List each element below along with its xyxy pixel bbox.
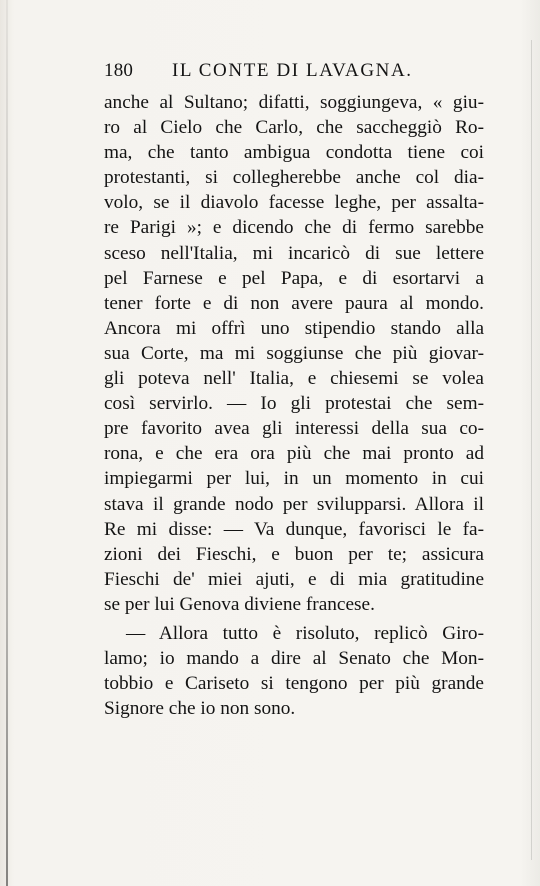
text-line: ma, che tanto ambigua condotta tiene coi [104, 142, 484, 164]
text-line: volo, se il diavolo facesse leghe, per assalta- [104, 192, 484, 214]
text-line: impiegarmi per lui, in un momento in cui [104, 468, 484, 490]
running-title: IL CONTE DI LAVAGNA. [172, 60, 413, 81]
text-line: protestanti, si collegherebbe anche col dia- [104, 167, 484, 189]
text-line: zioni dei Fieschi, e buon per te; assicura [104, 543, 484, 565]
text-line: Fieschi de' miei ajuti, e di mia gratitudine [104, 568, 484, 590]
text-line: tobbio e Cariseto si tengono per più grande [104, 673, 484, 695]
page-right-edge [531, 40, 532, 860]
text-line: sceso nell'Italia, mi incaricò di sue lettere [104, 242, 484, 264]
text-line: rona, e che era ora più che mai pronto ad [104, 443, 484, 465]
text-line: così servirlo. — Io gli protestai che sem- [104, 393, 484, 415]
text-line: Signore che io non sono. [104, 698, 296, 720]
text-line: tener forte e di non avere paura al mondo. [104, 292, 484, 314]
text-line: stava il grande nodo per svilupparsi. Allora il [104, 493, 484, 515]
text-line: lamo; io mando a dire al Senato che Mon- [104, 648, 484, 670]
page-number: 180 [104, 60, 134, 81]
text-line: re Parigi »; e dicendo che di fermo sarebbe [104, 217, 484, 239]
text-line: pre favorito avea gli interessi della sua co- [104, 418, 484, 440]
text-line: gli poteva nell' Italia, e chiesemi se volea [104, 368, 484, 390]
paragraph-2 [104, 621, 484, 721]
body-text [104, 90, 484, 721]
text-line: pel Farnese e pel Papa, e di esortarvi a [104, 267, 484, 289]
text-line: anche al Sultano; difatti, soggiungeva, « giu- [104, 92, 484, 113]
page-gutter-edge [6, 0, 8, 886]
text-line: ro al Cielo che Carlo, che saccheggiò Ro- [104, 117, 484, 139]
text-line: sua Corte, ma mi soggiunse che più giovar- [104, 342, 484, 364]
text-line: — Allora tutto è risoluto, replicò Giro- [126, 622, 484, 644]
text-line: se per lui Genova diviene francese. [104, 593, 375, 615]
paragraph-1 [104, 90, 484, 617]
text-line: Ancora mi offrì uno stipendio stando alla [104, 317, 484, 339]
text-line: Re mi disse: — Va dunque, favorisci le fa- [104, 518, 484, 540]
page-header [104, 60, 488, 86]
